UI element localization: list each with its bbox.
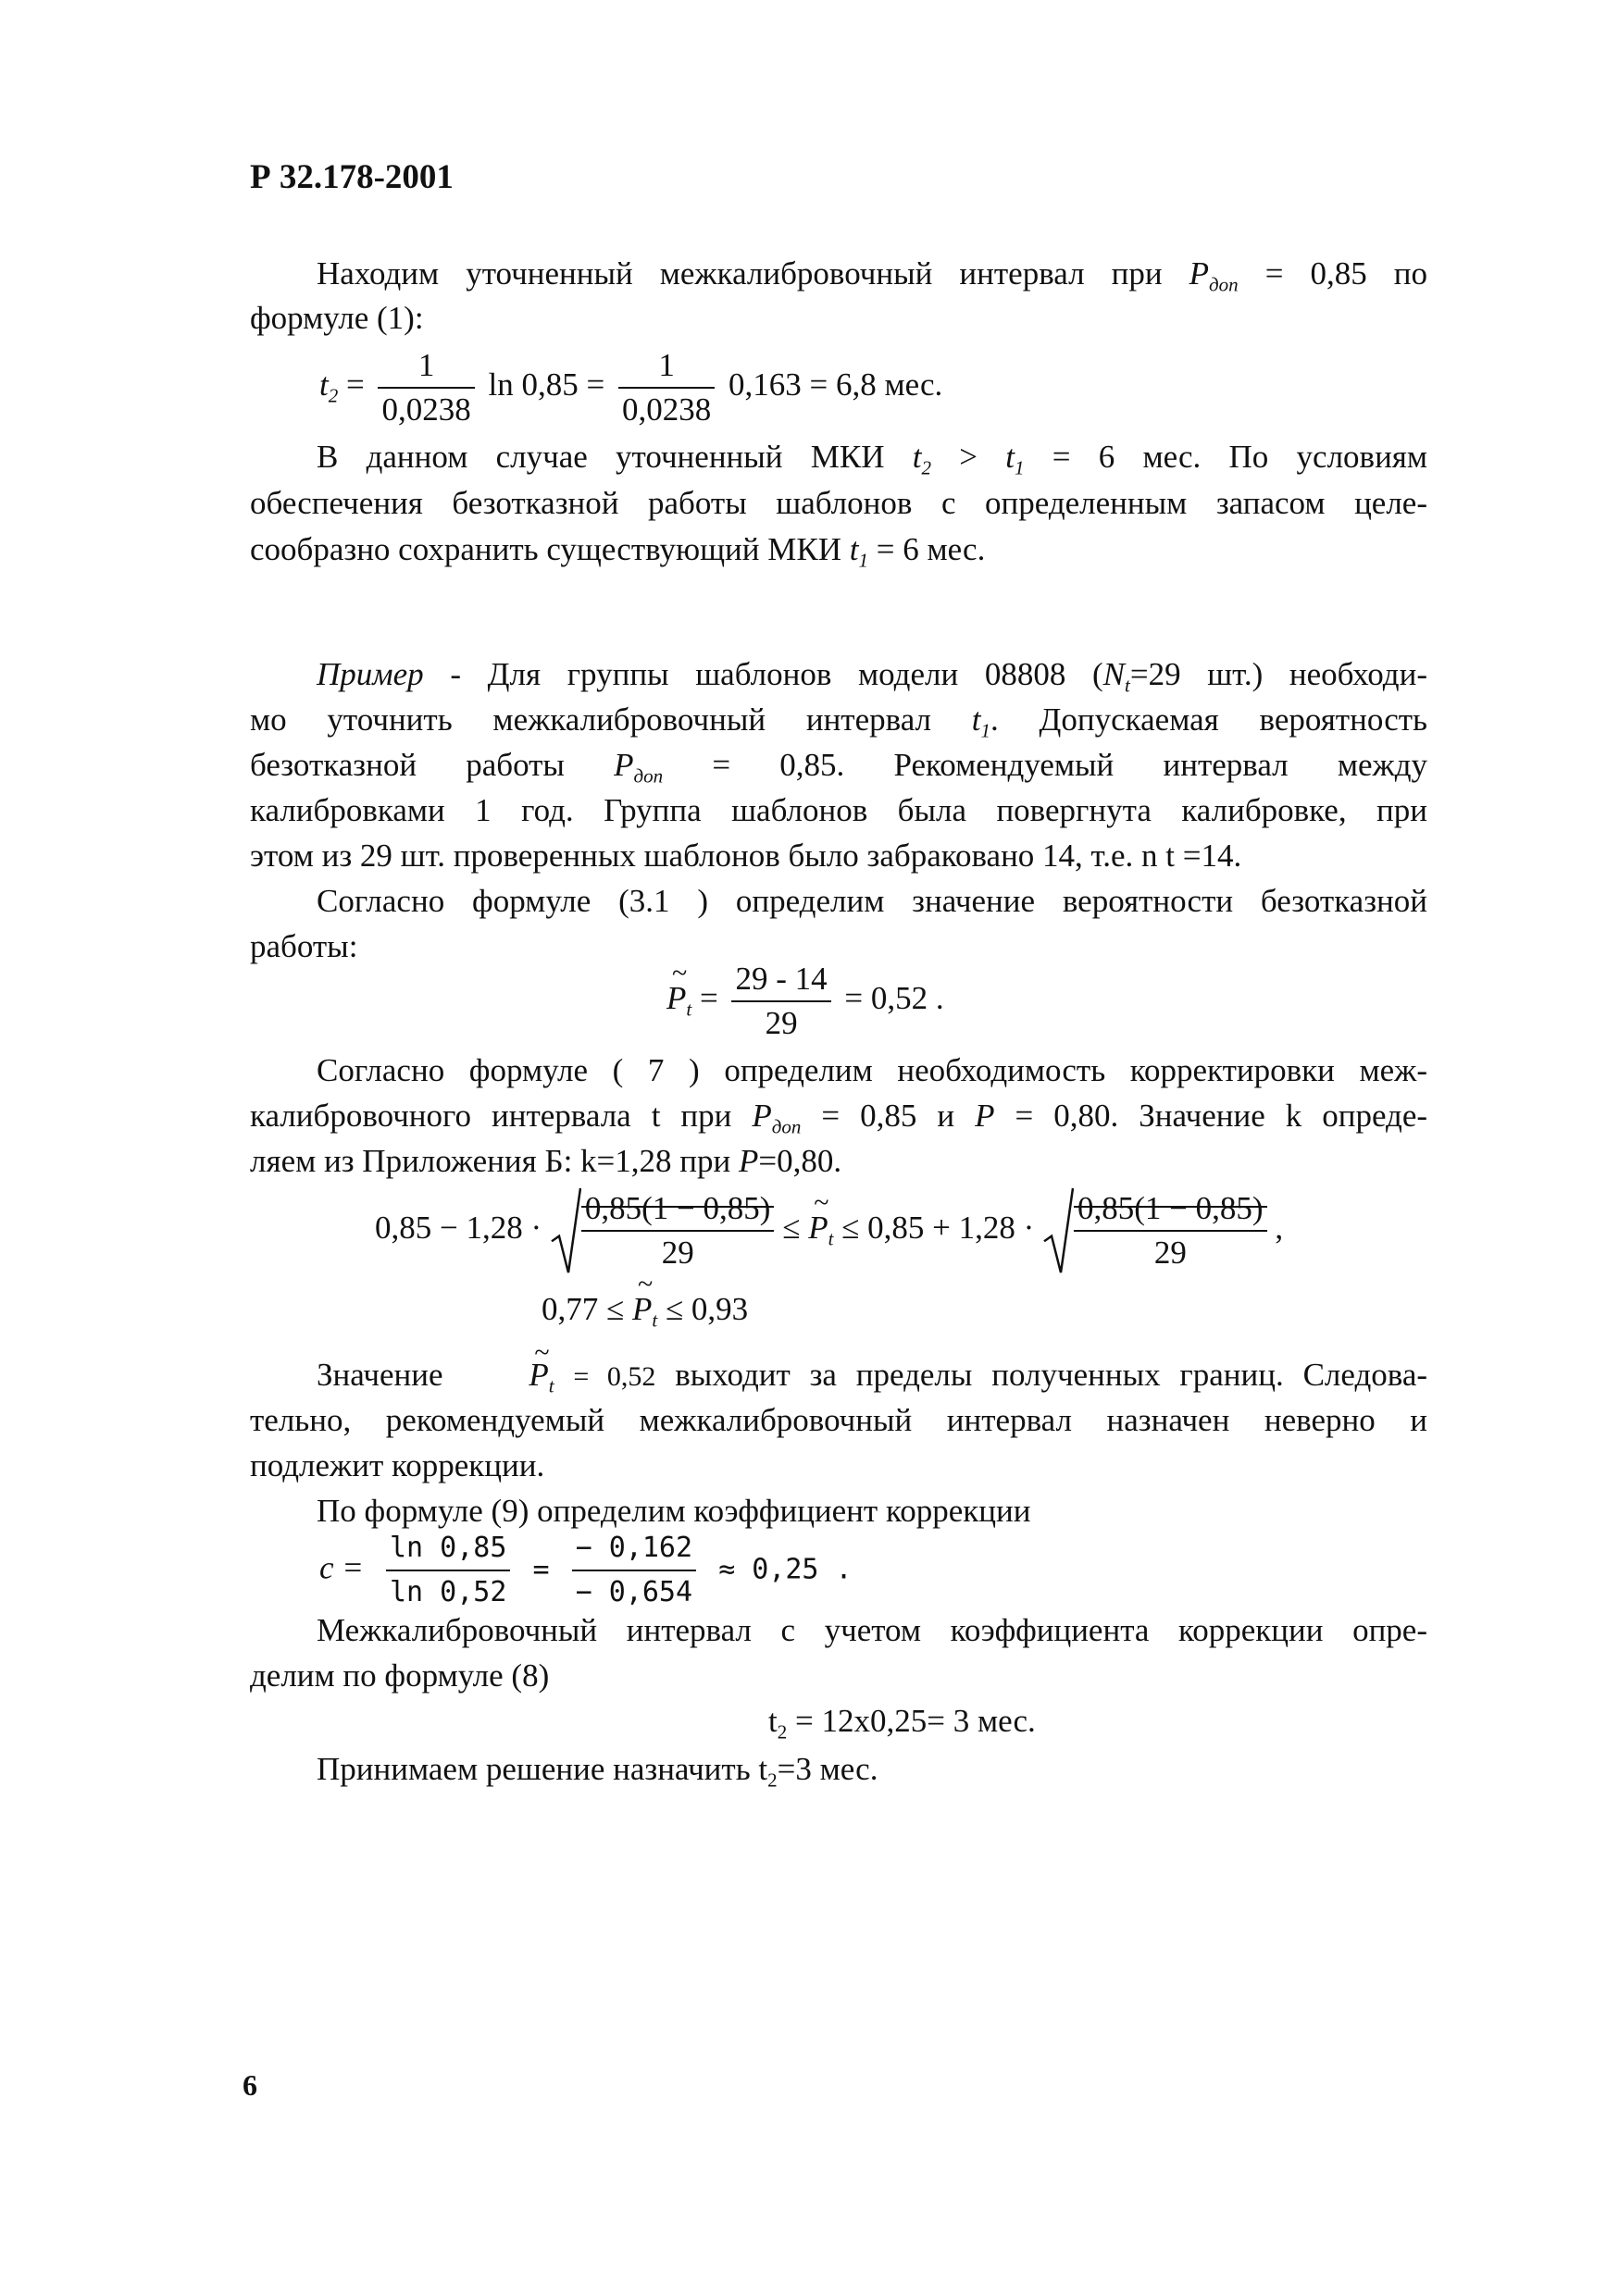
example-line-4: калибровками 1 год. Группа шаблонов была повергнута калибровке, при	[250, 792, 1427, 828]
paragraph-5-line-2: тельно, рекомендуемый межкалибровочный интервал назначен неверно и	[250, 1402, 1427, 1438]
eq2-result: = 0,52 .	[844, 980, 944, 1017]
eq5-fraction-1: $\frac{\ln 0,85}{\ln 0,52}$	[386, 1527, 510, 1614]
paragraph-8: Принимаем решение назначить $t_2=3$ мес.	[317, 1751, 878, 1792]
eq1-fraction-2: $\frac{1}{0,0238}$	[618, 344, 715, 431]
example-label: Пример	[317, 656, 424, 692]
page-number: 6	[243, 2068, 257, 2102]
p-dop-symbol: $P_{доп}$	[1189, 255, 1239, 296]
eq2-fraction: $\frac{29 - 14}{29}$	[731, 958, 830, 1045]
paragraph-2-line-3: сообразно сохранить существующий МКИ $t_1 = 6$ мес.	[250, 531, 986, 572]
equation-5: c = $\frac{\ln 0,85}{\ln 0,52}$ = $\frac{- 0,162}{- 0,654}$ ≈ 0,25 .	[319, 1527, 853, 1614]
p1-value: = 0,85 по	[1264, 255, 1428, 292]
paragraph-6: По формуле (9) определим коэффициент коррекции	[317, 1493, 1031, 1529]
eq5-fraction-2: $\frac{- 0,162}{- 0,654}$	[572, 1527, 696, 1614]
eq3-sqrt-1: $\frac{0,85(1 - 0,85)}{29}$	[550, 1187, 775, 1274]
paragraph-5-line-3: подлежит коррекции.	[250, 1447, 545, 1483]
paragraph-1-line-1	[250, 252, 1427, 296]
equation-4: 0,77 ≤ ~ $P_t \le 0,93$	[542, 1291, 748, 1328]
t2-symbol: $t_2$	[912, 439, 931, 479]
example-line-5: этом из 29 шт. проверенных шаблонов было забраковано 14, т.е. n t =14.	[250, 838, 1242, 874]
eq1-lhs: $t_2$	[319, 366, 339, 407]
paragraph-4-line-3: ляем из Приложения Б: k=1,28 при P=0,80.	[250, 1143, 842, 1179]
example-line-1: Пример - Для группы шаблонов модели 08808 ($N_t=29$ шт.) необходи-	[317, 656, 1427, 697]
eq1-result: 0,163 = 6,8 мес.	[728, 366, 943, 403]
document-header: Р 32.178-2001	[250, 158, 454, 196]
eq1-ln: ln 0,85 =	[488, 366, 605, 403]
paragraph-7-line-2: делим по формуле (8)	[250, 1657, 550, 1694]
p1-text: Находим уточненный межкалибровочный интервал при	[317, 255, 1163, 292]
paragraph-4-line-2: калибровочного интервала t при $P_{доп} = 0,85$ и P = 0,80. Значение k опреде-	[250, 1098, 1428, 1138]
equation-3: 0,85 − 1,28 · $\frac{0,85(1 - 0,85)}{29}$ ≤ ~ $P_t \le 0,85 + 1,28$ · $\frac{0,85(1 - 0,85)}{29}$ ,	[375, 1187, 1283, 1274]
paragraph-3-line-1: Согласно формуле (3.1 ) определим значение вероятности безотказной	[317, 883, 1427, 919]
example-line-3: безотказной работы $P_{доп} = 0,85$. Рекомендуемый интервал между	[250, 747, 1428, 788]
equation-1: $t_2$ = $\frac{1}{0,0238}$ ln 0,85 = $\frac{1}{0,0238}$ 0,163 = 6,8 мес.	[319, 344, 942, 431]
eq3-sqrt-2: $\frac{0,85(1 - 0,85)}{29}$	[1042, 1187, 1267, 1274]
eq2-p-tilde: ~ $P_t$	[666, 980, 691, 1017]
paragraph-5-line-1: Значение ~ $P_t = 0,52$ выходит за пределы полученных границ. Следова-	[250, 1353, 1427, 1399]
eq3-p-tilde: ~ $P_t$	[808, 1210, 833, 1247]
paragraph-3-line-2: работы:	[250, 928, 358, 964]
paragraph-2-line-1: В данном случае уточненный МКИ $t_2 > t_1 = 6$ мес. По условиям	[317, 439, 1428, 479]
paragraph-7-line-1: Межкалибровочный интервал с учетом коэффициента коррекции опре-	[317, 1612, 1427, 1648]
equation-2: ~ $P_t$ = $\frac{29 - 14}{29}$ = 0,52 .	[666, 958, 944, 1045]
t1-symbol: $t_1$	[1005, 439, 1025, 479]
paragraph-1-line-2: формуле (1):	[250, 300, 424, 336]
eq1-fraction-1: $\frac{1}{0,0238}$	[378, 344, 474, 431]
eq5-result: ≈ 0,25 .	[718, 1553, 853, 1586]
equation-6: $t_2 = 12x0,25= 3$ мес.	[768, 1703, 1036, 1744]
paragraph-2-line-2: обеспечения безотказной работы шаблонов с определенным запасом целе-	[250, 485, 1427, 521]
example-line-2: мо уточнить межкалибровочный интервал $t_1$. Допускаемая вероятность	[250, 701, 1427, 742]
eq3-left: 0,85 − 1,28 ·	[375, 1210, 542, 1247]
paragraph-4-line-1: Согласно формуле ( 7 ) определим необходимость корректировки меж-	[317, 1052, 1427, 1088]
